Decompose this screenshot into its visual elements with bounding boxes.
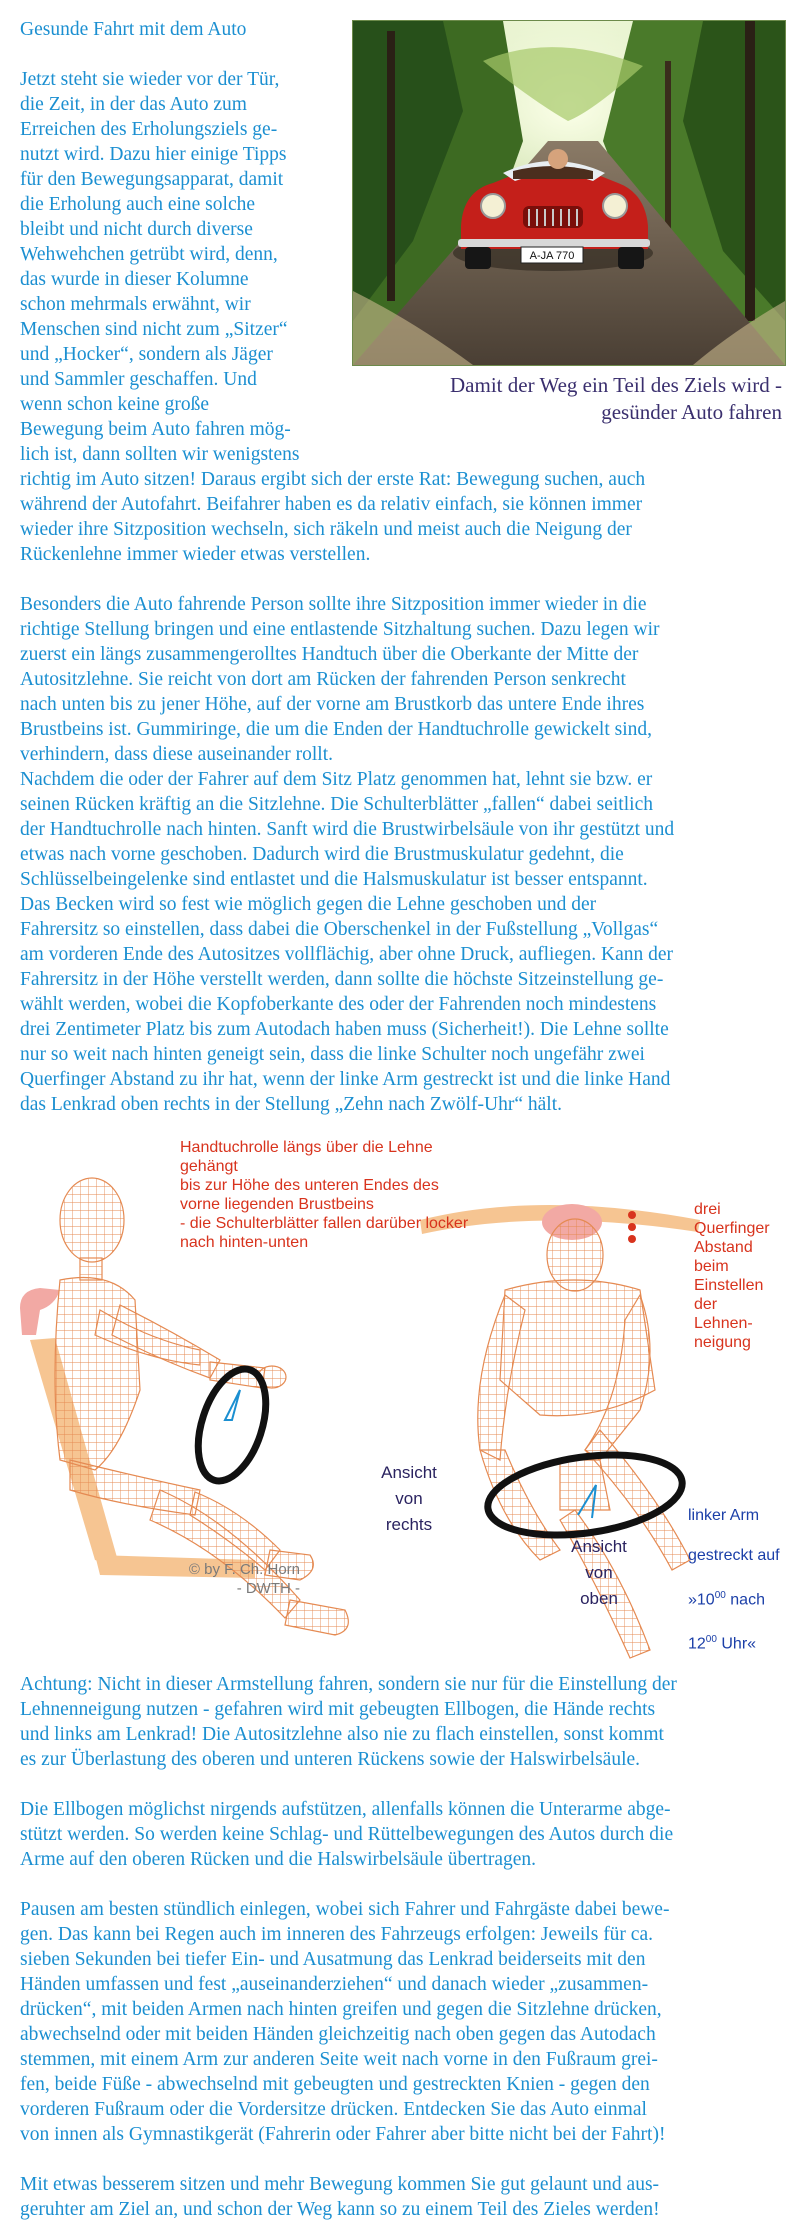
headrest-cushion: [20, 1288, 60, 1335]
photo-caption: Damit der Weg ein Teil des Ziels wird - gesünder Auto fahren: [450, 373, 782, 424]
arm-label-line-2: gestreckt auf: [688, 1547, 780, 1564]
paragraph-conclusion: Mit etwas besserem sitzen und mehr Bewegung kommen Sie gut gelaunt und aus- geruhter am Ziel an, und schon der Weg kann so zu einem Teil des Zieles werden!: [20, 2174, 660, 2220]
arm-label-uhr: Uhr«: [716, 1635, 757, 1653]
article-body-2: [20, 1672, 790, 2222]
arm-label-line-4: [688, 1630, 806, 1654]
copyright: © by F. Ch. Horn - DWTH -: [188, 1561, 300, 1597]
arm-label-ten: »10: [688, 1591, 715, 1609]
arm-label-twelve: 12: [688, 1635, 706, 1653]
intro-column: [20, 17, 350, 467]
posture-illustration: [0, 1130, 808, 1660]
license-plate: A-JA 770: [529, 250, 575, 262]
top-view-label: Ansicht von oben: [571, 1537, 627, 1608]
arm-label-nach: nach: [725, 1591, 765, 1609]
arm-label-line-1: linker Arm: [688, 1507, 760, 1524]
arm-label: [688, 1486, 806, 1675]
paragraph-seating: Besonders die Auto fahrende Person sollte ihre Sitzposition immer wieder in die richtige Stellung bringen und eine entlastende Sitzhaltung suchen. Dazu legen wir zuerst ein längs zusammengerolltes Handtuch über die Oberkante der Mitte der Autositzlehne. Sie reicht von dort am Rücken der fahrenden Person senkrecht nach unten bis zu jener Höhe, auf der vorne am Brustkorb das untere Ende ihres Brustbeins ist. Gummiringe, die um die Enden der Handtuchrolle gewickelt sind, verhindern, dass diese auseinander rollt. Nachdem die oder der Fahrer auf dem Sitz Platz genommen hat, lehnt sie bzw. er seinen Rücken kräftig an die Sitzlehne. Die Schulterblätter „fallen“ dabei seitlich der Handtuchrolle nach hinten. Sanft wird die Brustwirbelsäule von ihr gestützt und etwas nach vorne geschoben. Dadurch wird die Brustmuskulatur gedehnt, die Schlüsselbeingelenke sind entlastet und die Halsmuskulatur ist besser entspannt. Das Becken wird so fest wie möglich gegen die Lehne geschoben und der Fahrersitz so einstellen, dass dabei die Oberschenkel in der Fußstellung „Vollgas“ am vorderen Ende des Autositzes vollflächig, aber ohne Druck, aufliegen. Kann der Fahrersitz in der Höhe verstellt werden, dann sollte die höchste Sitzeinstellung ge- wählt werden, wobei die Kopfoberkante des oder der Fahrenden noch mindestens drei Zentimeter Platz bis zum Autodach haben muss (Sicherheit!). Die Lehne sollte nur so weit nach hinten geneigt sein, dass die linke Schulter noch ungefähr zwei Querfinger Abstand zu ihr hat, wenn der linke Arm gestreckt ist und die linke Hand das Lenkrad oben rechts in der Stellung „Zehn nach Zwölf-Uhr“ hält.: [20, 594, 675, 1115]
arm-label-twelve-sup: 00: [705, 1634, 717, 1646]
intro-continuation: richtig im Auto sitzen! Daraus ergibt sich der erste Rat: Bewegung suchen, auch während der Autofahrt. Beifahrer haben es da relativ einfach, sie können immer wieder ihre Sitzposition wechseln, sich räkeln und meist auch die Neigung der Rückenlehne immer wieder etwas verstellen.: [20, 469, 646, 565]
article-title: Gesunde Fahrt mit dem Auto: [20, 19, 247, 40]
paragraph-elbows: Die Ellbogen möglichst nirgends aufstützen, allenfalls können die Unterarme abge- stützt werden. So werden keine Schlag- und Rüttelbewegungen des Autos durch die Arme auf den oberen Rücken und die Halswirbelsäule übertragen.: [20, 1799, 674, 1870]
intro-left-text: Jetzt steht sie wieder vor der Tür, die Zeit, in der das Auto zum Erreichen des Erholungsziels ge- nutzt wird. Dazu hier einige Tipps für den Bewegungsapparat, damit die Erholung auch eine solche bleibt und nicht durch diverse Wehwehchen getrübt wird, denn, das wurde in dieser Kolumne schon mehrmals erwähnt, wir Menschen sind nicht zum „Sitzer“ und „Hocker“, sondern als Jäger und Sammler geschaffen. Und wenn schon keine große Bewegung beim Auto fahren mög- lich ist, dann sollten wir wenigstens: [20, 69, 300, 465]
towel-label: Handtuchrolle längs über die Lehne gehängt bis zur Höhe des unteren Endes des vorne liegenden Brustbeins - die Schulterblätter fallen darüber locker nach hinten-unten: [180, 1139, 469, 1251]
paragraph-warning: Achtung: Nicht in dieser Armstellung fahren, sondern sie nur für die Einstellung der Lehnenneigung nutzen - gefahren wird mit gebeugten Ellbogen, die Hände rechts und links am Lenkrad! Die Autositzlehne also nie zu flach einstellen, sonst kommt es zur Überlastung des oberen und unteren Rückens sowie der Halswirbelsäule.: [20, 1674, 677, 1770]
arm-label-line-3: [688, 1586, 806, 1610]
side-view-label: Ansicht von rechts: [381, 1463, 437, 1534]
car-photo: [352, 20, 786, 366]
arm-label-ten-sup: 00: [714, 1590, 726, 1601]
paragraph-breaks: Pausen am besten stündlich einlegen, wobei sich Fahrer und Fahrgäste dabei bewe- gen. Das kann bei Regen auch im inneren des Fahrzeugs erfolgen: Jeweils für ca. sieben Sekunden bei tiefer Ein- und Ausatmung das Lenkrad beiderseits mit den Händen umfassen und fest „auseinanderziehen“ und danach wieder „zusammen- drücken“, mit beiden Armen nach hinten greifen und gegen die Sitzlehne drücken, abwechselnd oder mit beiden Händen gleichzeitig nach oben gegen das Autodach stemmen, mit einem Arm zur anderen Seite weit nach vorne in den Fußraum grei- fen, beide Füße - abwechselnd mit gebeugten und gestreckten Knien - gegen den vorderen Fußraum oder die Vordersitze drücken. Entdecken Sie das Auto einmal von innen als Gymnastikgerät (Fahrerin oder Fahrer aber bitte nicht bei der Fahrt)!: [20, 1899, 670, 2145]
article-body-1: [20, 467, 790, 1117]
finger-dots: [628, 1211, 636, 1243]
car-photo-image: [353, 21, 785, 365]
fingers-label: drei Querfinger Abstand beim Einstellen der Lehnen- neigung: [694, 1201, 770, 1351]
